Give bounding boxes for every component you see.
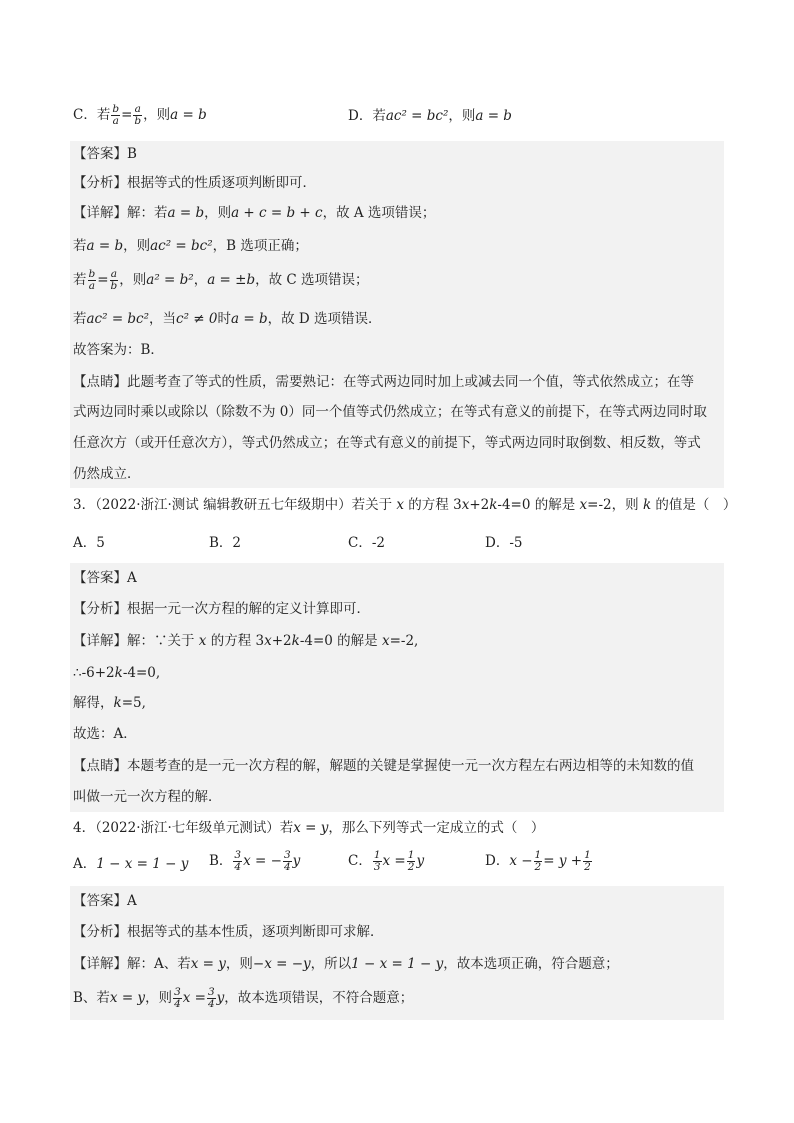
option-c-label: C．若 — [73, 107, 111, 123]
comment-q2-line3: 任意次方（或开任意次方），等式仍然成立；在等式有意义的前提下，等式两边同时取倒数、相反数，等式 — [70, 427, 724, 458]
detail-q2-line1: 【详解】解：若a = b，则a + c = b + c，故 A 选项错误； — [70, 197, 724, 230]
option-q3-c: C．-2 — [348, 535, 385, 551]
option-q3-a: A．5 — [73, 535, 105, 551]
option-q3-b: B．2 — [209, 535, 242, 551]
detail-q3-line2: ∴-6+2k-4=0, — [70, 657, 724, 688]
final-answer-q2: 故答案为：B． — [70, 334, 724, 366]
detail-q3-line1: 【详解】解：∵关于 x 的方程 3x+2k-4=0 的解是 x=-2, — [70, 625, 724, 657]
option-d: D．若ac² = bc²，则a = b — [348, 108, 512, 124]
final-answer-q3: 故选：A． — [70, 718, 724, 750]
detail-q2-line2: 若a = b，则ac² = bc²，B 选项正确； — [70, 230, 724, 263]
detail-q4-line1: 【详解】解：A、若x = y，则−x = −y，所以1 − x = 1 − y，故本选项正确，符合题意； — [70, 948, 724, 981]
question-3: 3．（2022·浙江·测试 编辑教研五七年级期中）若关于 x 的方程 3x+2k-4=0 的解是 x=-2，则 k 的值是（ ） — [73, 497, 737, 513]
option-q4-c: C． $\frac{1}{3}$ x = $\frac{1}{2}$ y — [348, 849, 425, 873]
comment-q3-line1: 【点睛】本题考查的是一元一次方程的解，解题的关键是掌握使一元一次方程左右两边相等的未知数的值 — [70, 750, 724, 781]
option-q4-a: A．1 − x = 1 − y — [73, 856, 189, 872]
fraction-b-over-a: $\frac{b}{a}$ — [112, 103, 120, 127]
analysis-q2: 【分析】根据等式的性质逐项判断即可． — [70, 167, 724, 197]
analysis-q3: 【分析】根据一元一次方程的解的定义计算即可． — [70, 593, 724, 625]
detail-q3-line3: 解得，k=5, — [70, 688, 724, 718]
comment-q2-line2: 式两边同时乘以或除以（除数不为 0）同一个值等式仍然成立；在等式有意义的前提下，在等式两边同时取 — [70, 396, 724, 427]
answer-q4: 【答案】A — [70, 886, 724, 916]
comment-q2-line4: 仍然成立． — [70, 458, 724, 488]
question-4: 4．（2022·浙江·七年级单元测试）若x = y，那么下列等式一定成立的式（ ） — [73, 820, 545, 836]
detail-q4-line2: B、若x = y，则 $\frac{3}{4}$ x = $\frac{3}{4}$ y，故本选项错误，不符合题意； — [70, 981, 724, 1020]
detail-q2-line3: 若 $\frac{b}{a}$ = $\frac{a}{b}$ ，则a² = b²，a = ±b，故 C 选项错误； — [70, 263, 724, 304]
options-q4 — [70, 850, 724, 880]
analysis-q4: 【分析】根据等式的基本性质，逐项判断即可求解． — [70, 916, 724, 948]
fraction-a-over-b: $\frac{a}{b}$ — [134, 103, 142, 127]
option-c: C．若 $\frac{b}{a}$ = $\frac{a}{b}$ ，则a = b — [73, 103, 207, 127]
answer-q3: 【答案】A — [70, 563, 724, 593]
detail-q2-line4: 若ac² = bc²，当c² ≠ 0时a = b，故 D 选项错误． — [70, 304, 724, 334]
option-q4-b: B． $\frac{3}{4}$ x = − $\frac{3}{4}$ y — [209, 849, 301, 873]
answer-q2: 【答案】B — [70, 141, 724, 167]
option-q4-d: D．x − $\frac{1}{2}$ = y + $\frac{1}{2}$ — [485, 849, 591, 873]
comment-q3-line2: 叫做一元一次方程的解． — [70, 781, 724, 812]
option-q3-d: D．-5 — [485, 535, 523, 551]
comment-q2-line1: 【点睛】此题考查了等式的性质，需要熟记：在等式两边同时加上或减去同一个值，等式依然成立；在等 — [70, 366, 724, 396]
